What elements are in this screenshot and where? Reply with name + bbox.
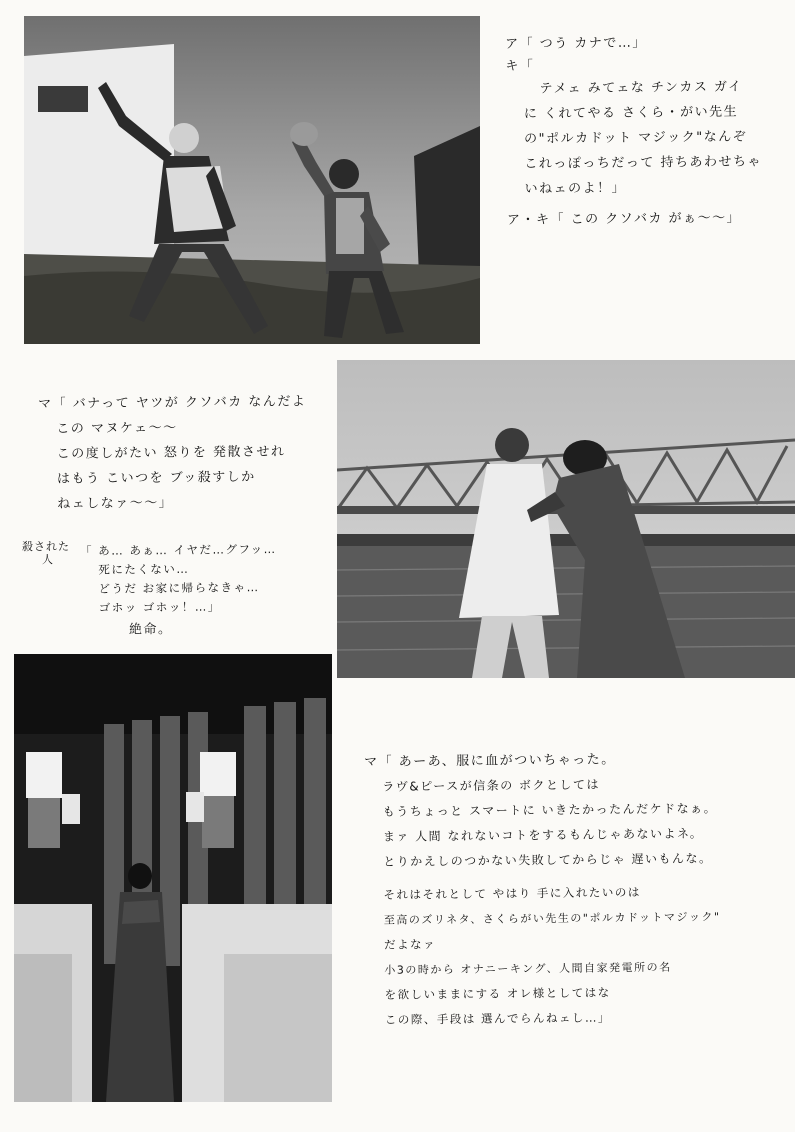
dialogue-line: 死にたくない… [98,561,190,577]
speaker-label-line: 人 [42,553,54,566]
dialogue-line: 至高のズリネタ、さくらがい先生の"ポルカドットマジック" [383,910,721,927]
dialogue-line: だよなァ [383,937,437,952]
speaker-label-line: 殺された [22,540,70,553]
dialogue-line: テメェ みてェな チンカス ガイ [539,79,743,97]
dialogue-line: ラヴ&ピースが信条の ボクとしては [382,777,601,794]
dialogue-line: マ「 あーあ、服に血がついちゃった。 [364,752,616,770]
dialogue-line: はもう こいつを ブッ殺すしか [56,469,256,487]
dialogue-line: を欲しいままにする オレ様としてはな [384,985,611,1002]
photo-hallway-figure [14,654,332,1102]
dialogue-line: の"ポルカドット マジック"なんぞ [524,129,748,147]
dialogue-line: それはそれとして やはり 手に入れたいのは [383,885,641,902]
dialogue-line: ゴホッ ゴホッ！…」 [98,599,221,615]
photo-bridge-confrontation [337,360,795,678]
dialogue-line: とりかえしのつかない失敗してからじゃ 遅いもんな。 [383,851,713,869]
dialogue-line: マ「 バナって ヤツが クソバカ なんだよ [38,394,307,412]
dialogue-line: ねェしなァ〜〜」 [57,495,174,512]
dialogue-line: 「 あ… あぁ… イヤだ…グフッ… [80,541,277,558]
dialogue-line: もうちょっと スマートに いきたかったんだケドなぁ。 [382,801,718,819]
dialogue-block-victim [80,540,278,643]
dialogue-line: この度しがたい 怒りを 発散させれ [56,444,286,462]
dialogue-line: に くれてやる さくら・がい先生 [523,104,739,122]
dialogue-line: いねェのよ！」 [524,180,627,197]
dialogue-line: まァ 人間 なれないコトをするもんじゃあないよネ。 [382,826,704,844]
dialogue-line: 絶命。 [128,622,173,638]
dialogue-line: この マヌケェ〜〜 [56,420,178,437]
dialogue-block-bottom-right [364,746,722,1033]
dialogue-line: 小3の時から オナニーキング、人間自家発電所の名 [384,960,672,977]
dialogue-block-top-right [505,29,763,233]
dialogue-line: この際、手段は 選んでらんねェし…」 [384,1010,612,1027]
photo-costumed-pose [24,16,480,344]
speaker-label [22,540,70,566]
dialogue-block-middle-left [38,389,308,517]
dialogue-line: ア「 つう カナで…」 [505,35,647,52]
dialogue-line: これっぽっちだって 持ちあわせちゃ [524,154,763,172]
dialogue-line: キ「 [505,58,535,74]
dialogue-line: ア・キ「 この クソバカ がぁ〜〜」 [506,210,742,228]
dialogue-line: どうだ お家に帰らなきゃ… [98,580,260,596]
